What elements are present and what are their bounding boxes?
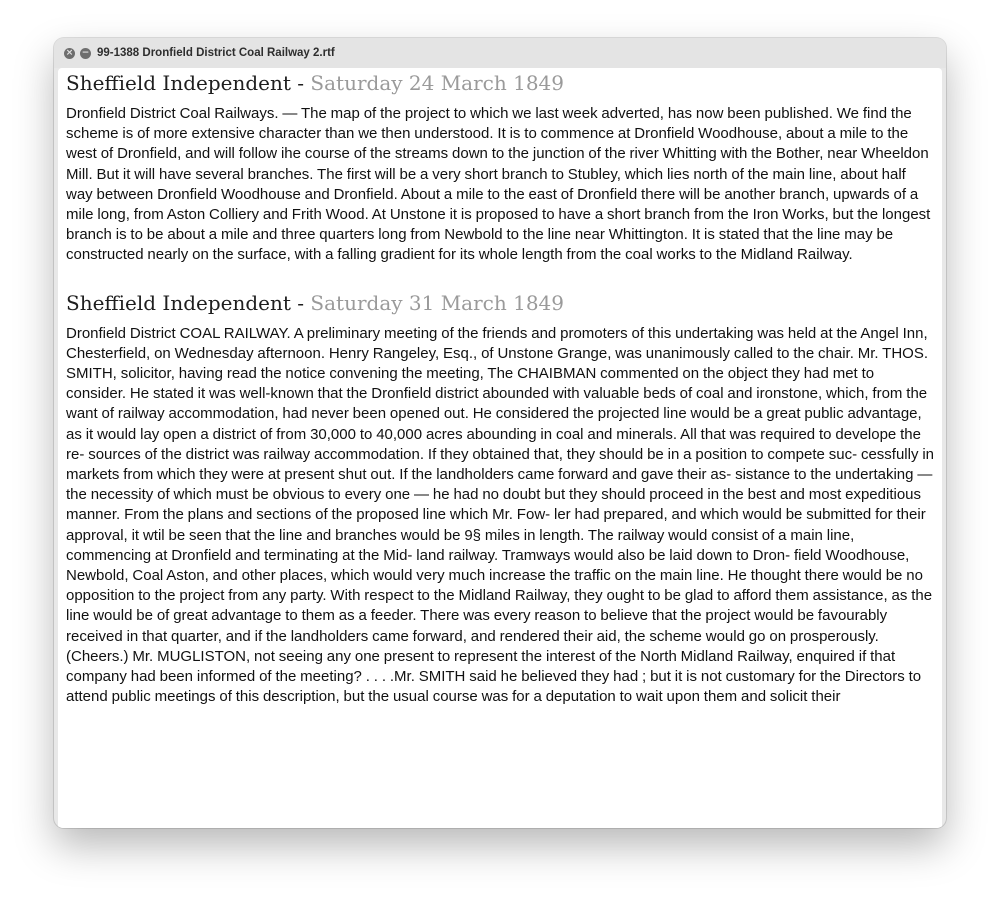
document-window (54, 38, 946, 828)
article-date: Saturday 24 March 1849 (310, 71, 564, 95)
newspaper-name: Sheffield Independent (66, 290, 291, 315)
bottom-fade (58, 806, 942, 828)
newspaper-name: Sheffield Independent (66, 71, 291, 95)
minimize-icon[interactable]: − (81, 47, 90, 58)
heading-separator: - (290, 71, 311, 95)
document-content[interactable] (58, 68, 942, 828)
article-body: Dronfield District Coal Railways. — The map of the project to which we last week adverted, has now been published. We find the scheme is of more extensive character than we then understood. It is to commence at Dronfield Woodhouse, about a mile to the west of Dronfield, and will follow ihe course of the streams down to the junction of the river Whitting with the Bother, near Wheeldon Mill. But it will have several branches. The first will be a very short branch to Stubley, which lies north of the main line, about half way between Dronfield Woodhouse and Dronfield. About a mile to the east of Dronfield there will be another branch, upwards of a mile long, from Aston Colliery and Frith Wood. At Unstone it is proposed to have a short branch from the Iron Works, but the longest branch is to be about a mile and three quarters long from Newbold to the line near Whittington. It is stated that the line may be constructed nearly on the surface, with a falling gradient for its whole length from the coal works to the Midland Railway. (66, 105, 931, 264)
article-body: Dronfield District COAL RAILWAY. A preliminary meeting of the friends and promoters of this undertaking was held at the Angel Inn, Chesterfield, on Wednesday afternoon. Henry Rangeley, Esq., of Unstone Grange, was unanimously called to the chair. Mr. THOS. SMITH, solicitor, having read the notice convening the meeting, The CHAIBMAN commented on the object they had met to consider. He stated it was well-known that the Dronfield district abounded with valuable beds of coal and ironstone, which, from the want of railway accommodation, had never been opened out. He considered the projected line would be a great public advantage, as it would lay open a district of from 30,000 to 40,000 acres abounding in coal and minerals. All that was required to develope the re- sources of the district was railway accommodation. If they obtained that, they should be in a position to compete suc- cessfully in markets from which they were at present shut out. If the landholders came forward and gave their as- sistance to the undertaking — the necessity of which must be obvious to every one — he had no doubt but they should proceed in the best and most expeditious manner. From the plans and sections of the proposed line which Mr. Fow- ler had prepared, and which would be submitted for their approval, it wtil be seen that the line and branches would be 9§ miles in length. The railway would consist of a main line, commencing at Dronfield and terminating at the Mid- land railway. Tramways would also be laid down to Dron- field Woodhouse, Newbold, Coal Aston, and other places, which would very much increase the traffic on the main line. He thought there would be no opposition to the project from any party. With respect to the Midland Railway, they ought to be glad to afford them assistance, as the line would be of great advantage to them as a feeder. There was every reason to believe that the project would be favourably received in that quarter, and if the landholders came forward, and rendered their aid, the scheme would go on prosperously. (Cheers.) Mr. MUGLISTON, not seeing any one present to represent the interest of the North Midland Railway, enquired if that company had been informed of the meeting? . . . .Mr. SMITH said he believed they had ; but it is not customary for the Directors to attend public meetings of this description, but the usual course was for a deputation to wait upon them and solicit their (66, 324, 934, 706)
heading-separator: - (290, 290, 311, 315)
article-date: Saturday 31 March 1849 (310, 290, 564, 315)
title-bar[interactable] (54, 38, 946, 68)
article-heading (66, 290, 934, 316)
article-heading (66, 70, 934, 96)
close-icon[interactable]: × (65, 47, 74, 58)
window-title: 99-1388 Dronfield District Coal Railway 2.rtf (97, 47, 335, 59)
document-body (58, 68, 942, 707)
